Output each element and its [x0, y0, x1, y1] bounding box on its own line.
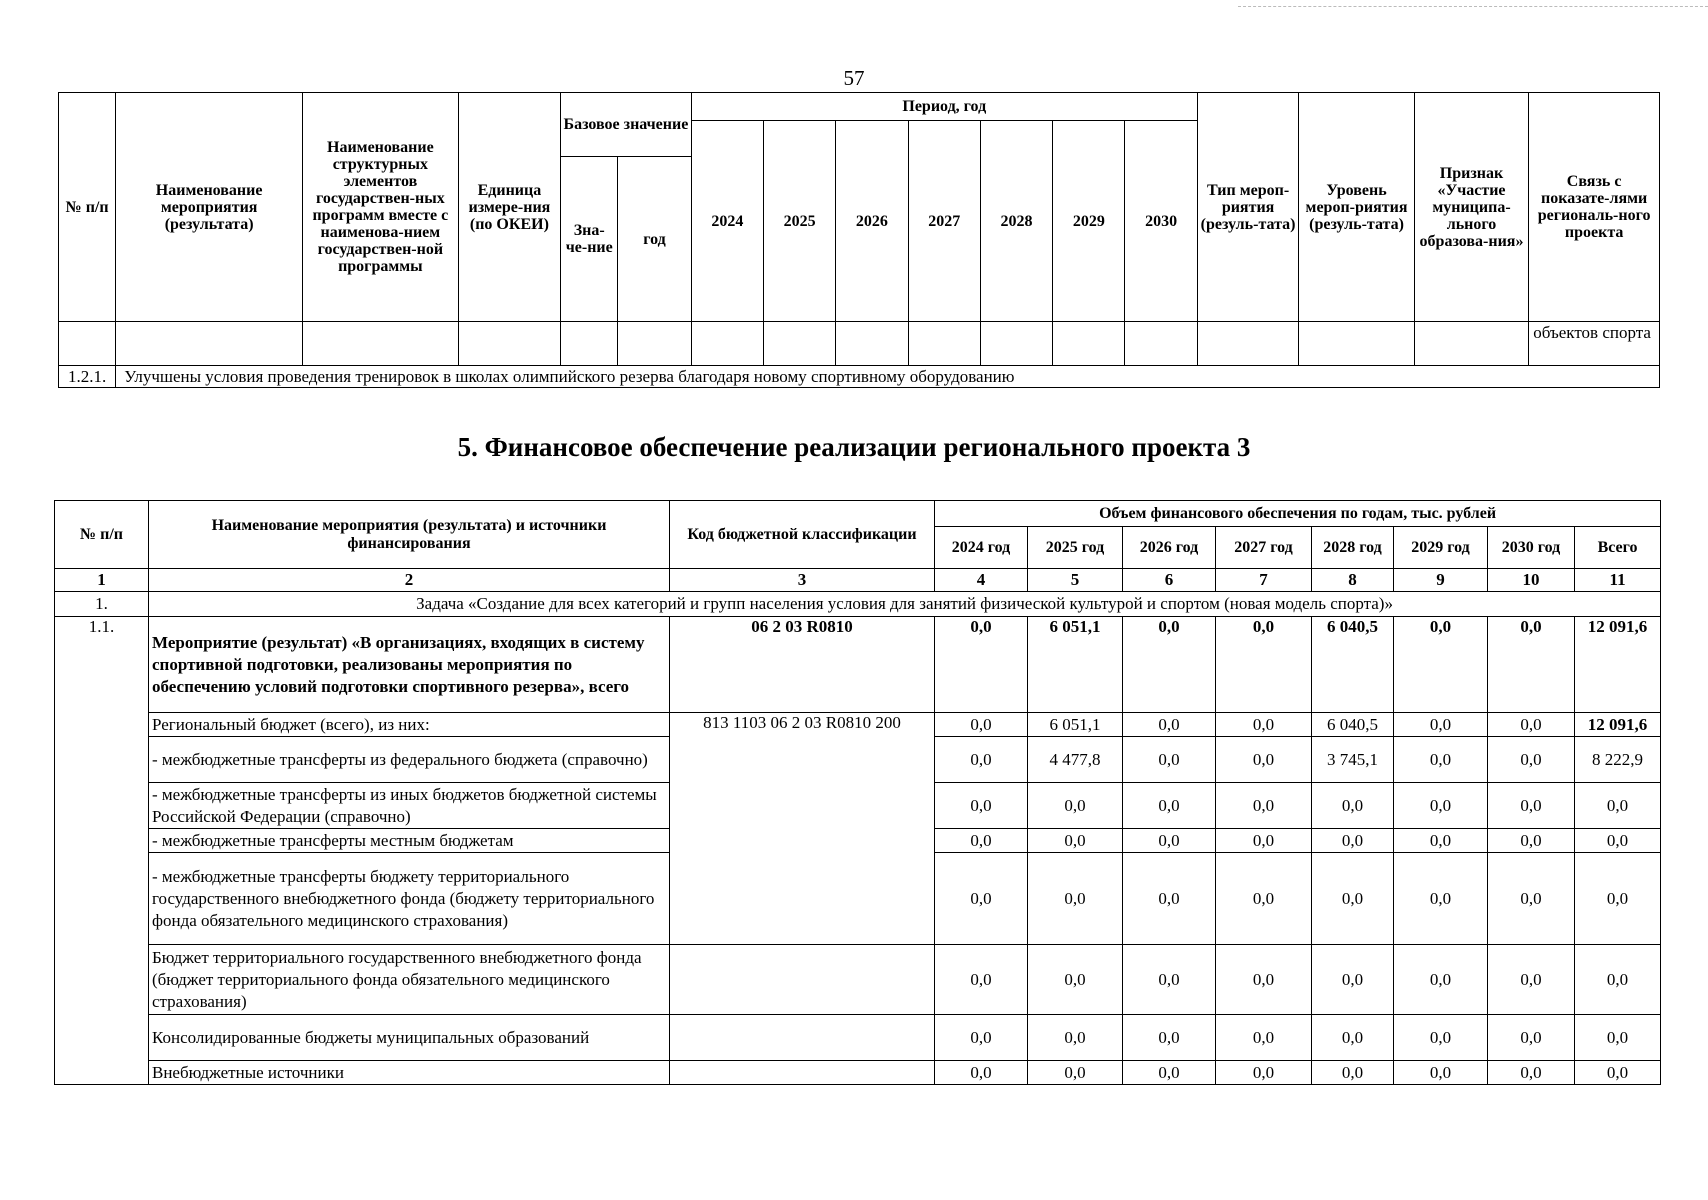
- value-cell: 0,0: [1216, 617, 1312, 713]
- header-year: 2027: [908, 121, 980, 322]
- header-name: Наименование мероприятия (результата): [116, 93, 303, 322]
- table-row: [55, 713, 1661, 737]
- header-sign: Признак «Участие муниципа-льного образова-ния»: [1414, 93, 1528, 322]
- row-name: Мероприятие (результат) «В организациях, входящих в систему спортивной подготовки, реализованы мероприятия по обеспечению условий подготовки спортивного резерва», всего: [149, 617, 670, 713]
- row-num: 1.2.1.: [59, 366, 116, 388]
- value-cell: 3 745,1: [1312, 737, 1394, 783]
- value-cell: 0,0: [935, 783, 1028, 829]
- value-cell: 0,0: [1394, 617, 1488, 713]
- value-cell: 0,0: [1216, 853, 1312, 945]
- value-cell: 12 091,6: [1575, 713, 1661, 737]
- table-row: [55, 945, 1661, 1015]
- row-code: [670, 945, 935, 1015]
- column-number: 9: [1394, 569, 1488, 592]
- header-period: Период, год: [691, 93, 1197, 121]
- value-cell: 0,0: [1312, 783, 1394, 829]
- value-cell: 0,0: [1312, 853, 1394, 945]
- value-cell: 0,0: [1123, 783, 1216, 829]
- value-cell: 0,0: [1216, 945, 1312, 1015]
- header-base: Базовое значение: [561, 93, 692, 157]
- header-year: 2026 год: [1123, 527, 1216, 569]
- value-cell: 0,0: [1123, 1061, 1216, 1085]
- value-cell: 12 091,6: [1575, 617, 1661, 713]
- column-number: 7: [1216, 569, 1312, 592]
- row-name: Бюджет территориального государственного внебюджетного фонда (бюджет территориального фонда обязательного медицинского страхования): [149, 945, 670, 1015]
- row-code: [670, 1061, 935, 1085]
- header-base-year: год: [618, 157, 691, 322]
- value-cell: 0,0: [1123, 617, 1216, 713]
- column-number: 5: [1028, 569, 1123, 592]
- value-cell: 0,0: [1028, 829, 1123, 853]
- column-number: 2: [149, 569, 670, 592]
- value-cell: 0,0: [1028, 853, 1123, 945]
- task-row: [55, 592, 1661, 617]
- value-cell: 0,0: [1488, 945, 1575, 1015]
- header-year: 2025: [763, 121, 835, 322]
- value-cell: 0,0: [935, 1061, 1028, 1085]
- value-cell: 0,0: [935, 617, 1028, 713]
- header-year: 2028: [980, 121, 1052, 322]
- value-cell: 0,0: [1394, 1015, 1488, 1061]
- column-number: 6: [1123, 569, 1216, 592]
- header-link: Связь с показате-лями региональ-ного проекта: [1529, 93, 1660, 322]
- value-cell: 0,0: [1394, 829, 1488, 853]
- row-code: 813 1103 06 2 03 R0810 200: [670, 713, 935, 945]
- value-cell: 6 051,1: [1028, 713, 1123, 737]
- value-cell: 0,0: [1488, 853, 1575, 945]
- value-cell: 0,0: [1394, 713, 1488, 737]
- column-numbers-row: [55, 569, 1661, 592]
- page-number: 57: [843, 66, 865, 90]
- value-cell: 0,0: [1488, 1061, 1575, 1085]
- value-cell: 0,0: [1216, 737, 1312, 783]
- column-number: 10: [1488, 569, 1575, 592]
- value-cell: 0,0: [1575, 1061, 1661, 1085]
- column-number: 8: [1312, 569, 1394, 592]
- header-num: № п/п: [55, 501, 149, 569]
- header-year: 2030: [1125, 121, 1197, 322]
- events-table: [58, 92, 1660, 388]
- value-cell: 0,0: [1312, 829, 1394, 853]
- header-year: 2028 год: [1312, 527, 1394, 569]
- column-number: 11: [1575, 569, 1661, 592]
- value-cell: 0,0: [1028, 945, 1123, 1015]
- value-cell: 6 040,5: [1312, 617, 1394, 713]
- value-cell: 0,0: [1394, 853, 1488, 945]
- header-base-value: Зна-че-ние: [561, 157, 618, 322]
- column-number: 4: [935, 569, 1028, 592]
- table-row: [55, 1015, 1661, 1061]
- value-cell: 0,0: [1394, 783, 1488, 829]
- value-cell: 0,0: [1488, 829, 1575, 853]
- row-code: 06 2 03 R0810: [670, 617, 935, 713]
- value-cell: 0,0: [1028, 1015, 1123, 1061]
- table-row: [59, 366, 1660, 388]
- row-code: [670, 1015, 935, 1061]
- value-cell: 0,0: [1312, 1061, 1394, 1085]
- header-year: 2024 год: [935, 527, 1028, 569]
- row-name: - межбюджетные трансферты из иных бюджетов бюджетной системы Российской Федерации (справочно): [149, 783, 670, 829]
- finance-table: [54, 500, 1661, 1085]
- value-cell: 0,0: [1123, 829, 1216, 853]
- value-cell: 0,0: [1123, 945, 1216, 1015]
- value-cell: 0,0: [1216, 1061, 1312, 1085]
- header-type: Тип мероп-риятия (резуль-тата): [1197, 93, 1298, 322]
- header-unit: Единица измере-ния (по ОКЕИ): [458, 93, 560, 322]
- value-cell: 0,0: [1575, 945, 1661, 1015]
- value-cell: 0,0: [1312, 1015, 1394, 1061]
- value-cell: 0,0: [1575, 829, 1661, 853]
- header-struct: Наименование структурных элементов государствен-ных программ вместе с наименова-нием государствен-ной программы: [303, 93, 459, 322]
- value-cell: 0,0: [1488, 713, 1575, 737]
- value-cell: 4 477,8: [1028, 737, 1123, 783]
- link-cell: объектов спорта: [1529, 322, 1660, 366]
- value-cell: 0,0: [1394, 1061, 1488, 1085]
- value-cell: 0,0: [1394, 945, 1488, 1015]
- value-cell: 0,0: [1216, 829, 1312, 853]
- value-cell: 0,0: [1123, 713, 1216, 737]
- row-name: Региональный бюджет (всего), из них:: [149, 713, 670, 737]
- column-number: 1: [55, 569, 149, 592]
- row-text: Улучшены условия проведения тренировок в школах олимпийского резерва благодаря новому спортивному оборудованию: [116, 366, 1660, 388]
- scan-edge-line: [1238, 6, 1708, 7]
- header-year: 2029 год: [1394, 527, 1488, 569]
- value-cell: 0,0: [1123, 1015, 1216, 1061]
- header-volume: Объем финансового обеспечения по годам, тыс. рублей: [935, 501, 1661, 527]
- header-year: 2025 год: [1028, 527, 1123, 569]
- row-num: 1.1.: [55, 617, 149, 1085]
- header-level: Уровень мероп-риятия (резуль-тата): [1299, 93, 1414, 322]
- value-cell: 0,0: [935, 713, 1028, 737]
- value-cell: 0,0: [1488, 737, 1575, 783]
- header-name: Наименование мероприятия (результата) и источники финансирования: [149, 501, 670, 569]
- column-number: 3: [670, 569, 935, 592]
- header-num: № п/п: [59, 93, 116, 322]
- value-cell: 6 051,1: [1028, 617, 1123, 713]
- header-year: 2026: [836, 121, 908, 322]
- header-code: Код бюджетной классификации: [670, 501, 935, 569]
- value-cell: 0,0: [1216, 713, 1312, 737]
- value-cell: 0,0: [1488, 783, 1575, 829]
- table-row: [59, 322, 1660, 366]
- value-cell: 0,0: [1575, 853, 1661, 945]
- value-cell: 0,0: [935, 1015, 1028, 1061]
- task-num: 1.: [55, 592, 149, 617]
- header-year: 2030 год: [1488, 527, 1575, 569]
- row-name: Консолидированные бюджеты муниципальных образований: [149, 1015, 670, 1061]
- value-cell: 0,0: [935, 737, 1028, 783]
- header-total: Всего: [1575, 527, 1661, 569]
- value-cell: 0,0: [1028, 1061, 1123, 1085]
- value-cell: 0,0: [1216, 1015, 1312, 1061]
- task-text: Задача «Создание для всех категорий и групп населения условия для занятий физической культурой и спортом (новая модель спорта)»: [149, 592, 1661, 617]
- value-cell: 0,0: [1123, 853, 1216, 945]
- row-name: - межбюджетные трансферты из федерального бюджета (справочно): [149, 737, 670, 783]
- table-row: [55, 1061, 1661, 1085]
- value-cell: 0,0: [935, 853, 1028, 945]
- value-cell: 0,0: [1575, 1015, 1661, 1061]
- value-cell: 0,0: [1028, 783, 1123, 829]
- header-year: 2029: [1053, 121, 1125, 322]
- value-cell: 0,0: [1488, 617, 1575, 713]
- row-name: - межбюджетные трансферты бюджету территориального государственного внебюджетного фонда (бюджету территориального фонда обязательного медицинского страхования): [149, 853, 670, 945]
- value-cell: 0,0: [1123, 737, 1216, 783]
- header-year: 2024: [691, 121, 763, 322]
- value-cell: 6 040,5: [1312, 713, 1394, 737]
- value-cell: 0,0: [1394, 737, 1488, 783]
- value-cell: 0,0: [935, 829, 1028, 853]
- value-cell: 0,0: [1575, 783, 1661, 829]
- value-cell: 0,0: [1216, 783, 1312, 829]
- row-name: - межбюджетные трансферты местным бюджетам: [149, 829, 670, 853]
- value-cell: 8 222,9: [1575, 737, 1661, 783]
- section-title: 5. Финансовое обеспечение реализации регионального проекта 3: [457, 432, 1251, 462]
- value-cell: 0,0: [1488, 1015, 1575, 1061]
- table-row: [55, 617, 1661, 713]
- value-cell: 0,0: [935, 945, 1028, 1015]
- header-year: 2027 год: [1216, 527, 1312, 569]
- row-name: Внебюджетные источники: [149, 1061, 670, 1085]
- value-cell: 0,0: [1312, 945, 1394, 1015]
